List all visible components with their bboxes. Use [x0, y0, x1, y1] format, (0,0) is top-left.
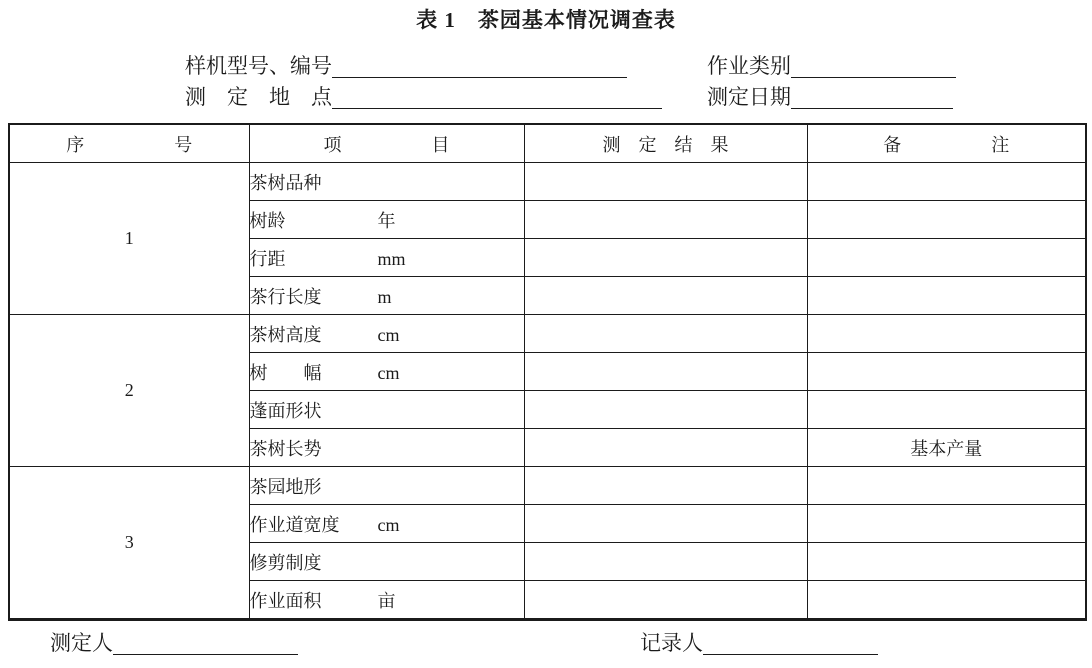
result-cell: [524, 163, 807, 201]
field-prototype-model: [185, 55, 627, 78]
note-cell: [807, 543, 1086, 581]
note-cell: [807, 239, 1086, 277]
item-cell: [249, 239, 524, 277]
item-label: 修剪制度: [249, 552, 322, 573]
section-number-cell: 1: [9, 163, 249, 315]
item-cell: [249, 201, 524, 239]
item-label: 作业面积: [249, 590, 322, 611]
field-recorder: [640, 632, 878, 655]
field-prototype-model-label: 样机型号、编号: [185, 54, 332, 78]
item-cell: [249, 353, 524, 391]
item-cell: [249, 277, 524, 315]
result-cell: [524, 315, 807, 353]
note-cell: [807, 581, 1086, 620]
item-label: 作业道宽度: [249, 514, 340, 535]
field-operation-category-label: 作业类别: [707, 54, 791, 78]
table-row: [9, 315, 1086, 353]
item-cell: [249, 163, 524, 201]
field-recorder-blank: [703, 632, 878, 655]
item-cell: [249, 467, 524, 505]
column-header-no: 序 号: [9, 124, 249, 163]
field-measure-date: [707, 86, 953, 109]
field-measurer-label: 测定人: [50, 631, 113, 655]
item-unit: cm: [377, 324, 400, 345]
column-header-item: 项 目: [249, 124, 524, 163]
item-label: 茶树长势: [249, 438, 322, 459]
item-label: 树龄: [249, 210, 286, 231]
item-unit: cm: [377, 362, 400, 383]
item-unit: cm: [377, 514, 400, 535]
note-cell: 基本产量: [807, 429, 1086, 467]
item-unit: m: [377, 286, 392, 307]
item-label: 树 幅: [249, 362, 322, 383]
note-cell: [807, 277, 1086, 315]
result-cell: [524, 353, 807, 391]
item-label: 茶园地形: [249, 476, 322, 497]
table-row: [9, 163, 1086, 201]
field-operation-category: [707, 55, 956, 78]
field-measure-location-label: 测 定 地 点: [185, 85, 332, 109]
item-label: 茶行长度: [249, 286, 322, 307]
item-cell: [249, 505, 524, 543]
field-recorder-label: 记录人: [640, 631, 703, 655]
note-cell: [807, 315, 1086, 353]
item-cell: [249, 315, 524, 353]
note-cell: [807, 163, 1086, 201]
note-cell: [807, 201, 1086, 239]
result-cell: [524, 277, 807, 315]
note-cell: [807, 467, 1086, 505]
item-cell: [249, 581, 524, 620]
note-cell: [807, 505, 1086, 543]
section-number-cell: 2: [9, 315, 249, 467]
note-cell: [807, 391, 1086, 429]
item-label: 茶树高度: [249, 324, 322, 345]
field-measure-date-label: 测定日期: [707, 85, 791, 109]
result-cell: [524, 467, 807, 505]
field-operation-category-blank: [791, 55, 956, 78]
item-unit: 亩: [377, 590, 396, 611]
item-label: 蓬面形状: [249, 400, 322, 421]
item-cell: [249, 429, 524, 467]
field-measure-location-blank: [332, 86, 662, 109]
field-measure-date-blank: [791, 86, 953, 109]
field-measure-location: [185, 86, 662, 109]
survey-table: [8, 123, 1087, 621]
item-unit: 年: [377, 210, 396, 231]
column-header-result: 测 定 结 果: [524, 124, 807, 163]
item-cell: [249, 391, 524, 429]
section-number-cell: 3: [9, 467, 249, 620]
table-row: [9, 467, 1086, 505]
field-measurer-blank: [113, 632, 298, 655]
item-unit: mm: [377, 248, 406, 269]
table-header-row: [9, 124, 1086, 163]
result-cell: [524, 391, 807, 429]
result-cell: [524, 543, 807, 581]
result-cell: [524, 429, 807, 467]
field-prototype-model-blank: [332, 55, 627, 78]
page-title: 表 1 茶园基本情况调查表: [416, 8, 676, 32]
result-cell: [524, 201, 807, 239]
field-measurer: [50, 632, 298, 655]
result-cell: [524, 239, 807, 277]
result-cell: [524, 581, 807, 620]
item-label: 茶树品种: [249, 172, 322, 193]
note-cell: [807, 353, 1086, 391]
column-header-note: 备 注: [807, 124, 1086, 163]
item-cell: [249, 543, 524, 581]
item-label: 行距: [249, 248, 286, 269]
result-cell: [524, 505, 807, 543]
